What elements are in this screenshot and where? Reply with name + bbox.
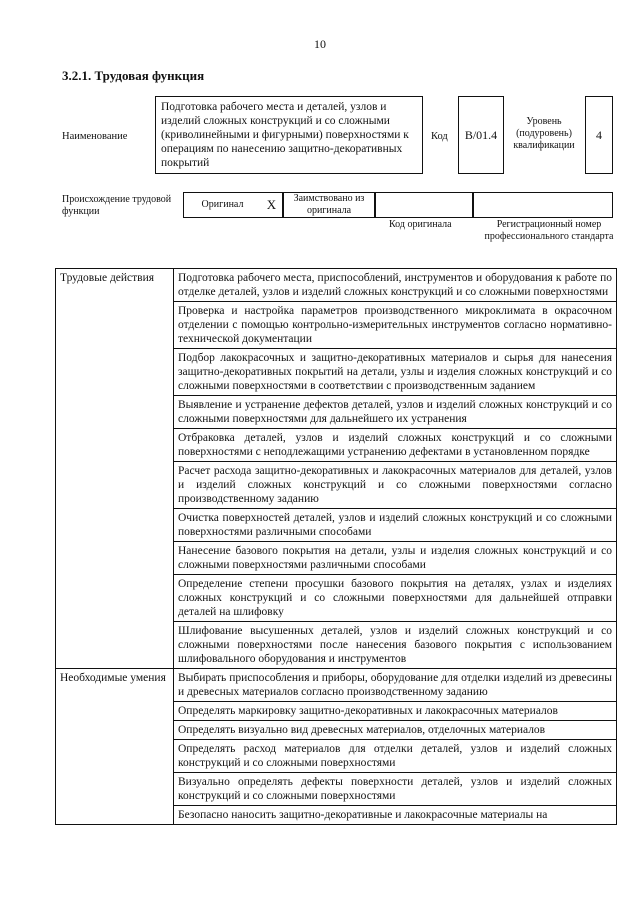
code-original-label: Код оригинала xyxy=(389,219,452,230)
page-number: 10 xyxy=(314,37,326,51)
code-value-box: B/01.4 xyxy=(458,96,504,174)
item-cell: Шлифование высушенных деталей, узлов и изделий сложных конструкций и со сложными поверхностями после нанесения базового покрытия с использованием шлифовального оборудования и инструментов xyxy=(174,622,617,669)
original-label-cell xyxy=(183,192,261,218)
labor-function-table xyxy=(55,268,617,825)
section-title: 3.2.1. Трудовая функция xyxy=(62,68,205,83)
item-cell: Подбор лакокрасочных и защитно-декоративных материалов и сырья для нанесения защитно-декоративных покрытий на детали, узлы и изделия сложных конструкций и со сложными поверхностями в соответствии с производственным заданием xyxy=(174,349,617,396)
item-cell: Отбраковка деталей, узлов и изделий сложных конструкций и со сложными поверхностями с неподлежащими устранению дефектами в установленном порядке xyxy=(174,429,617,462)
code-label: Код xyxy=(431,131,448,142)
borrowed-cell xyxy=(283,192,375,218)
item-cell: Нанесение базового покрытия на детали, узлы и изделия сложных конструкций и со сложными поверхностями различными способами xyxy=(174,542,617,575)
item-cell: Проверка и настройка параметров производственного микроклимата в окрасочном отделении с помощью контрольно-измерительных инструментов согласно нормативно-технической документации xyxy=(174,302,617,349)
reg-number-cell xyxy=(473,192,613,218)
item-cell: Выбирать приспособления и приборы, оборудование для отделки изделий из древесины и древесных материалов согласно производственному заданию xyxy=(174,669,617,702)
item-cell: Определять визуально вид древесных материалов, отделочных материалов xyxy=(174,721,617,740)
category-cell: Трудовые действия xyxy=(56,269,174,669)
level-value-box: 4 xyxy=(585,96,613,174)
function-name-box: Подготовка рабочего места и деталей, узлов и изделий сложных конструкций и со сложными (криволинейными и фигурными) поверхностями к операциям по нанесению защитно-декоративных покрытий xyxy=(155,96,423,174)
item-cell: Безопасно наносить защитно-декоративные и лакокрасочные материалы на xyxy=(174,806,617,825)
level-label: Уровень (подуровень) квалификации xyxy=(513,116,575,151)
item-cell: Определять расход материалов для отделки деталей, узлов и изделий сложных конструкций и со сложными поверхностями xyxy=(174,740,617,773)
item-cell: Визуально определять дефекты поверхности деталей, узлов и изделий сложных конструкций и со сложными поверхностями xyxy=(174,773,617,806)
item-cell: Определять маркировку защитно-декоративных и лакокрасочных материалов xyxy=(174,702,617,721)
table-row xyxy=(56,269,617,302)
reg-number-label: Регистрационный номер профессионального стандарта xyxy=(484,219,614,242)
original-mark-cell xyxy=(261,192,283,218)
original-mark: X xyxy=(266,197,277,212)
table-row xyxy=(56,669,617,702)
item-cell: Подготовка рабочего места, приспособлений, инструментов и оборудования к работе по отделке деталей, узлов и изделий сложных конструкций и со сложными поверхностями xyxy=(174,269,617,302)
origin-label: Происхождение трудовой функции xyxy=(62,194,172,217)
item-cell: Определение степени просушки базового покрытия на деталях, узлах и изделиях сложных конструкций и со сложными поверхностями для дальнейшей отправки деталей на шлифовку xyxy=(174,575,617,622)
name-label: Наименование xyxy=(62,131,128,142)
code-original-cell xyxy=(375,192,473,218)
item-cell: Расчет расхода защитно-декоративных и лакокрасочных материалов для деталей, узлов и изделий сложных конструкций и со сложными поверхностями согласно производственному заданию xyxy=(174,462,617,509)
category-cell: Необходимые умения xyxy=(56,669,174,825)
origin-row xyxy=(183,192,613,218)
original-label: Оригинал xyxy=(201,199,244,210)
item-cell: Выявление и устранение дефектов деталей, узлов и изделий сложных конструкций и со сложными поверхностями для дальнейшего их устранения xyxy=(174,396,617,429)
item-cell: Очистка поверхностей деталей, узлов и изделий сложных конструкций и со сложными поверхностями различными способами xyxy=(174,509,617,542)
borrowed-label: Заимствовано из оригинала xyxy=(293,193,365,216)
